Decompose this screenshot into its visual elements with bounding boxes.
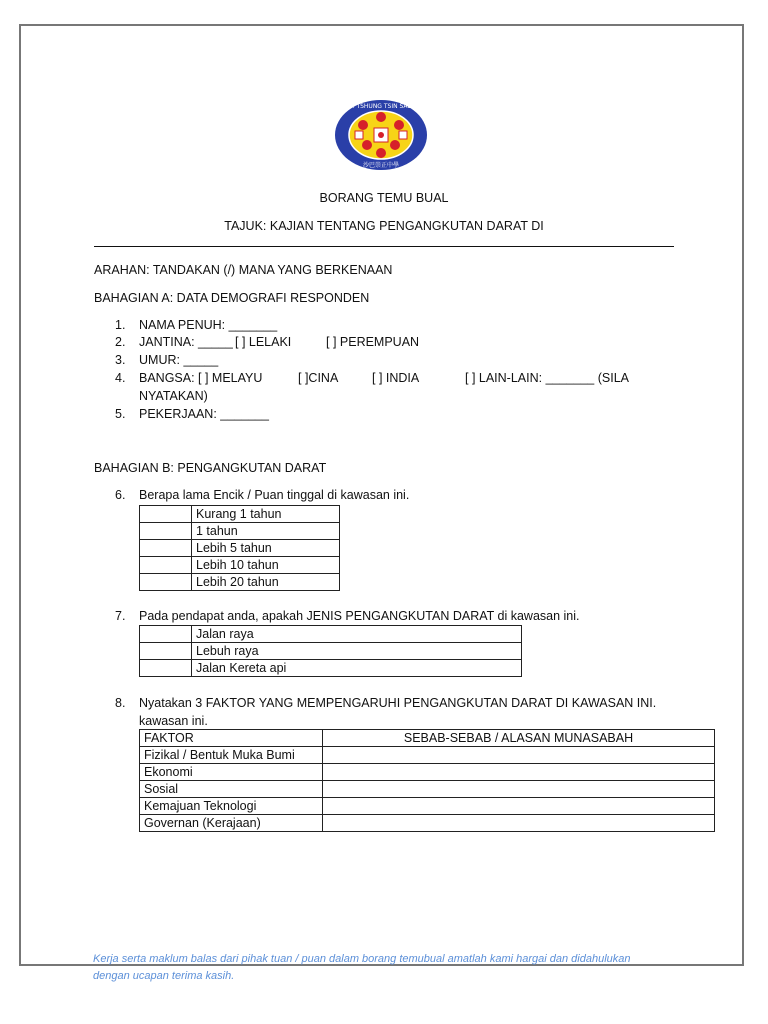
title-blank-line[interactable] [94,246,674,247]
option-label: Kurang 1 tahun [192,506,340,523]
table-row [140,523,340,540]
school-logo [333,99,429,171]
form-subtitle: TAJUK: KAJIAN TENTANG PENGANGKUTAN DARAT DI [224,219,544,233]
option-label: Lebih 5 tahun [192,540,340,557]
item-number: 3. [115,353,126,367]
option-label: 1 tahun [192,523,340,540]
table-row [140,626,522,643]
table-header-row [140,730,715,747]
item-number: 7. [115,609,126,623]
factor-label: Sosial [140,781,323,798]
race-malay-checkbox[interactable]: BANGSA: [ ] MELAYU [139,371,263,385]
option-label: Jalan raya [192,626,522,643]
table-row [140,798,715,815]
checkbox-cell[interactable] [140,626,192,643]
question-6-text: Berapa lama Encik / Puan tinggal di kawasan ini. [139,488,410,502]
option-label: Lebih 20 tahun [192,574,340,591]
gender-field[interactable]: JANTINA: _____ [139,335,233,349]
table-row [140,815,715,832]
section-a-heading: BAHAGIAN A: DATA DEMOGRAFI RESPONDEN [94,291,370,305]
instruction: ARAHAN: TANDAKAN (/) MANA YANG BERKENAAN [94,263,393,277]
column-header-factor: FAKTOR [140,730,323,747]
table-row [140,660,522,677]
item-number: 4. [115,371,126,385]
factors-table [139,729,715,832]
column-header-reasons: SEBAB-SEBAB / ALASAN MUNASABAH [323,730,715,747]
reason-cell[interactable] [323,798,715,815]
question-8-text: Nyatakan 3 FAKTOR YANG MEMPENGARUHI PENGANGKUTAN DARAT DI KAWASAN INI. [139,696,657,710]
gender-female-checkbox[interactable]: [ ] PEREMPUAN [326,335,420,349]
table-row [140,540,340,557]
factor-label: Ekonomi [140,764,323,781]
race-continuation: NYATAKAN) [139,389,208,403]
logo-ring-text: S.M. TSHUNG TSIN SABAH [341,103,421,110]
transport-type-table [139,625,522,677]
item-number: 2. [115,335,126,349]
reason-cell[interactable] [323,764,715,781]
reason-cell[interactable] [323,815,715,832]
table-row [140,557,340,574]
checkbox-cell[interactable] [140,557,192,574]
checkbox-cell[interactable] [140,523,192,540]
table-row [140,781,715,798]
item-number: 1. [115,318,126,332]
checkbox-cell[interactable] [140,506,192,523]
full-name-field[interactable]: NAMA PENUH: _______ [139,318,278,332]
item-number: 8. [115,696,126,710]
table-row [140,643,522,660]
table-row [140,764,715,781]
race-chinese-checkbox[interactable]: [ ]CINA [298,371,339,385]
option-label: Jalan Kereta api [192,660,522,677]
race-other-checkbox[interactable]: [ ] LAIN-LAIN: _______ (SILA [465,371,629,385]
checkbox-cell[interactable] [140,540,192,557]
gender-male-checkbox[interactable]: [ ] LELAKI [235,335,292,349]
table-row [140,747,715,764]
residence-duration-table [139,505,340,591]
reason-cell[interactable] [323,747,715,764]
form-title: BORANG TEMU BUAL [319,191,449,205]
reason-cell[interactable] [323,781,715,798]
checkbox-cell[interactable] [140,574,192,591]
item-number: 6. [115,488,126,502]
footer-note: Kerja serta maklum balas dari pihak tuan / puan dalam borang temubual amatlah kami hargai dan didahulukan dengan ucapan terima kasih. [93,953,631,982]
table-row [140,574,340,591]
factor-label: Kemajuan Teknologi [140,798,323,815]
age-field[interactable]: UMUR: _____ [139,353,219,367]
table-row [140,506,340,523]
factor-label: Governan (Kerajaan) [140,815,323,832]
question-8-text-continuation: kawasan ini. [139,714,208,728]
race-indian-checkbox[interactable]: [ ] INDIA [372,371,420,385]
option-label: Lebuh raya [192,643,522,660]
factor-label: Fizikal / Bentuk Muka Bumi [140,747,323,764]
section-b-heading: BAHAGIAN B: PENGANGKUTAN DARAT [94,461,327,475]
option-label: Lebih 10 tahun [192,557,340,574]
question-7-text: Pada pendapat anda, apakah JENIS PENGANGKUTAN DARAT di kawasan ini. [139,609,580,623]
logo-chinese-text: 沙巴崇正中學 [362,162,400,169]
checkbox-cell[interactable] [140,643,192,660]
item-number: 5. [115,407,126,421]
occupation-field[interactable]: PEKERJAAN: _______ [139,407,269,421]
checkbox-cell[interactable] [140,660,192,677]
